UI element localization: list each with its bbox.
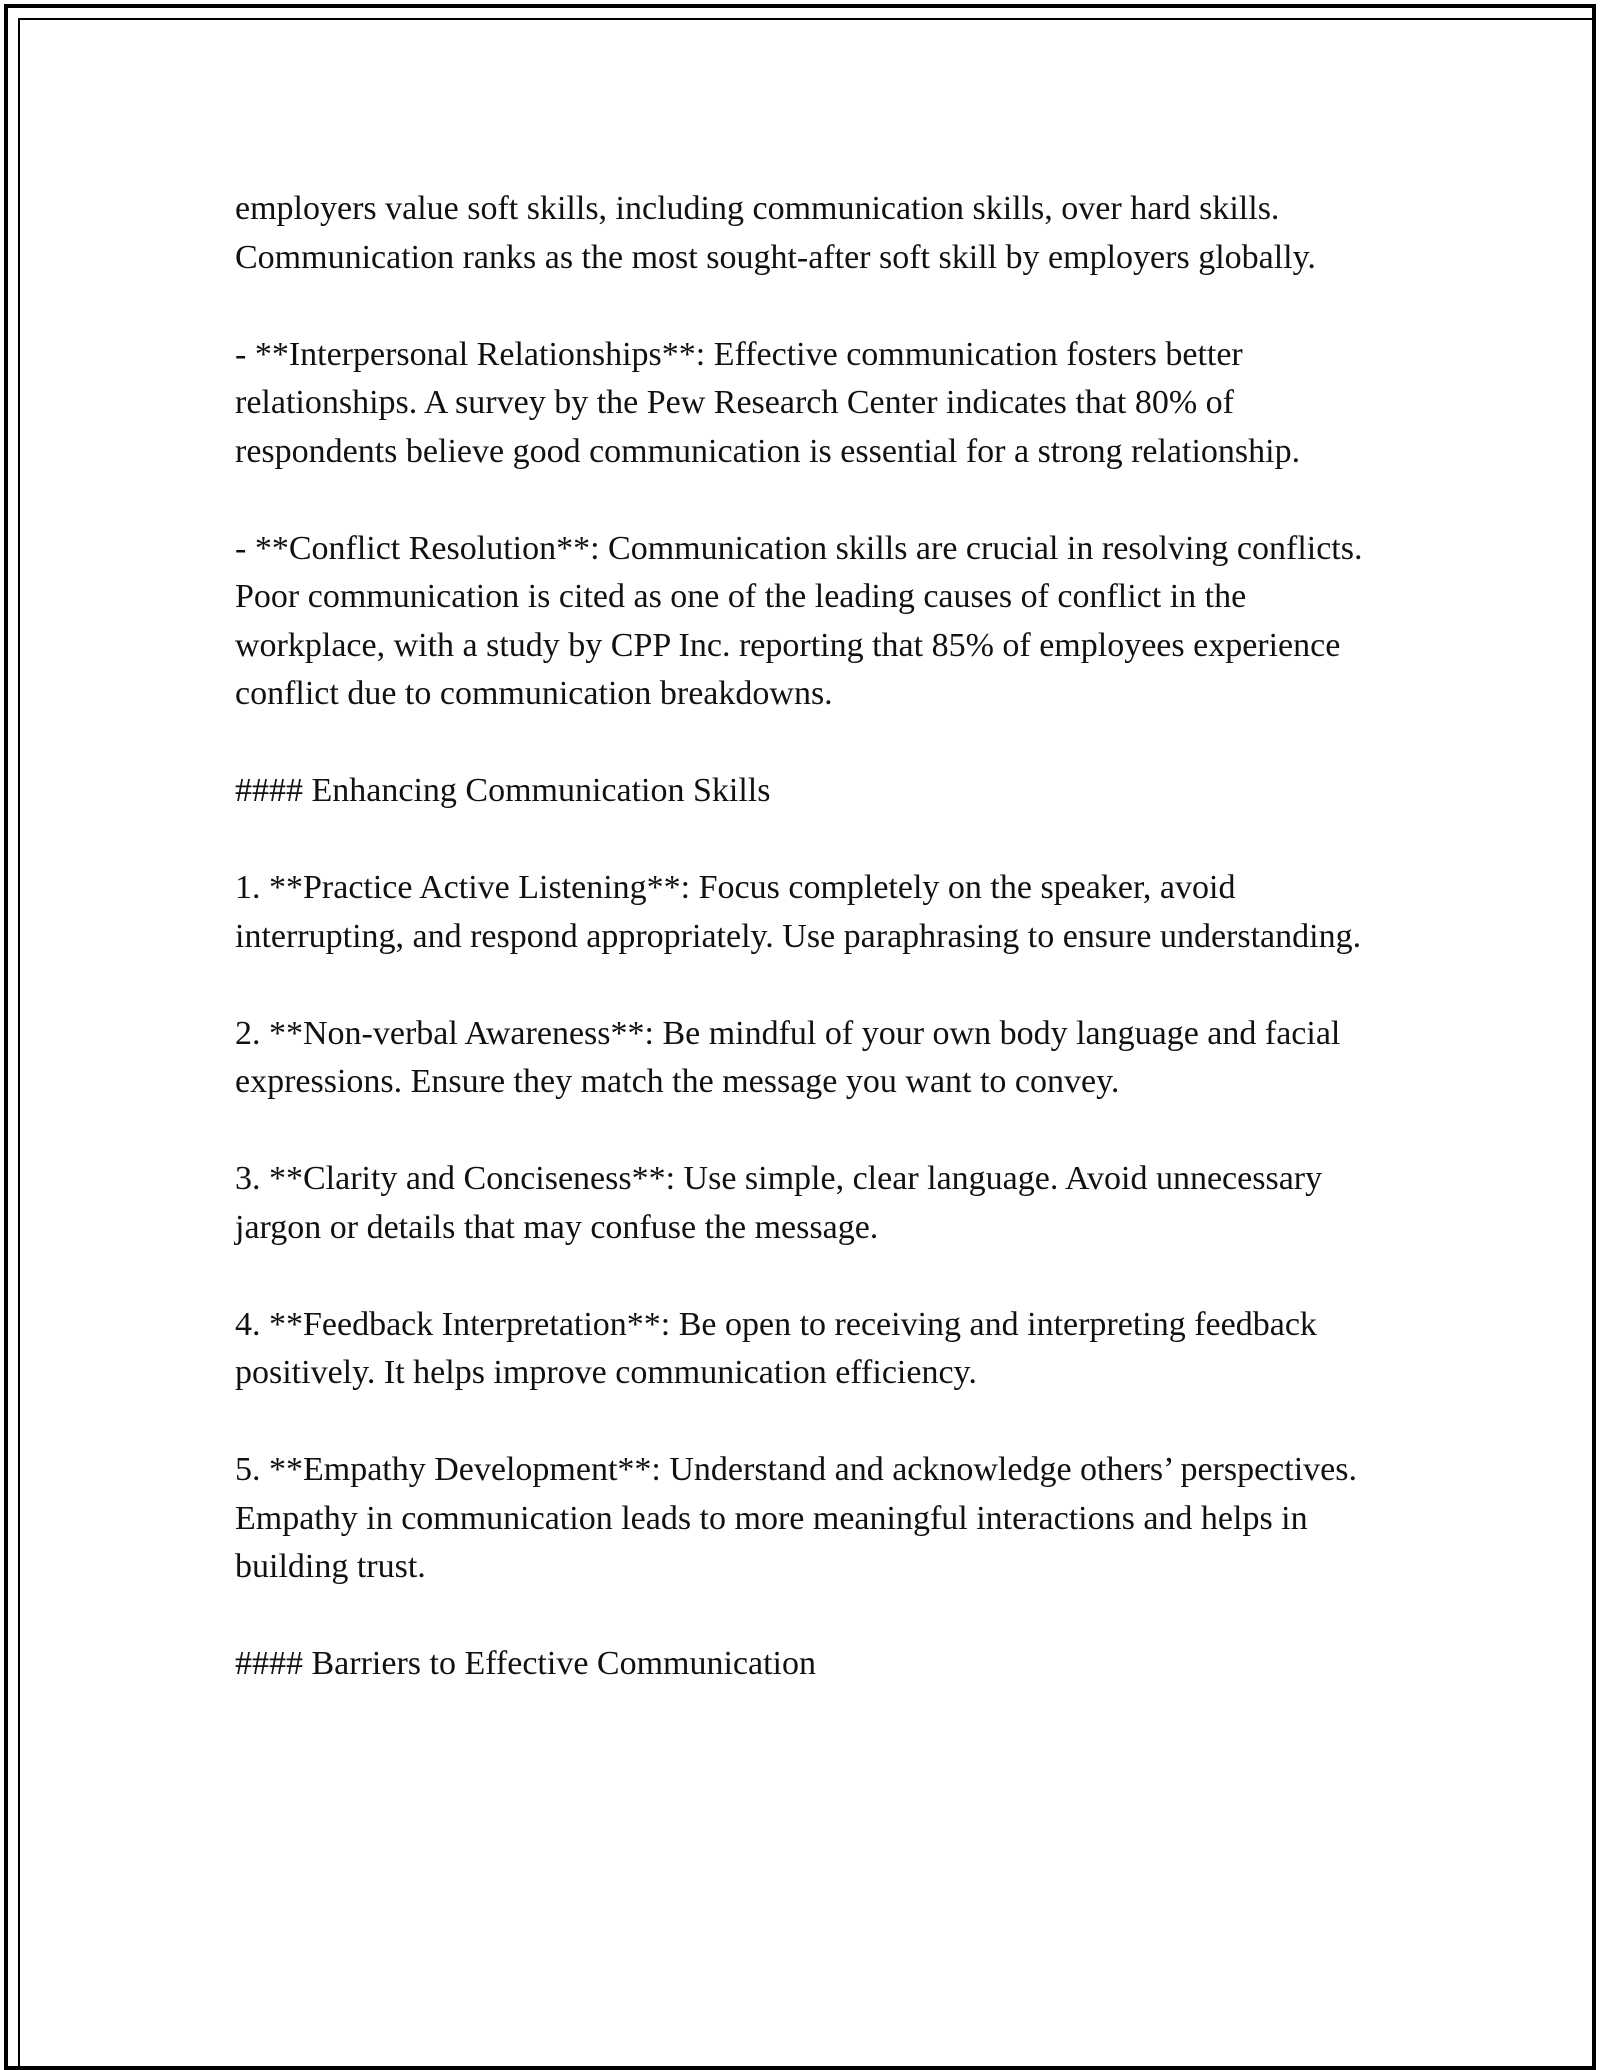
document-body [235,185,1385,1689]
heading-barriers-to-communication: #### Barriers to Effective Communication [235,1645,817,1682]
list-item-active-listening: 1. **Practice Active Listening**: Focus completely on the speaker, avoid interrupting, and respond appropriately. Use paraphrasing to ensure understanding. [235,869,1362,955]
heading-enhancing-communication-skills: #### Enhancing Communication Skills [235,772,771,809]
paragraph-interpersonal-relationships: - **Interpersonal Relationships**: Effective communication fosters better relationships. A survey by the Pew Research Center indicates that 80% of respondents believe good communication is essential for a strong relationship. [235,335,1301,470]
list-item-feedback-interpretation: 4. **Feedback Interpretation**: Be open to receiving and interpreting feedback positively. It helps improve communication efficiency. [235,1305,1317,1391]
list-item-empathy-development: 5. **Empathy Development**: Understand and acknowledge others’ perspectives. Empathy in communication leads to more meaningful interactions and helps in building trust. [235,1451,1357,1585]
paragraph-soft-skills-intro: employers value soft skills, including communication skills, over hard skills. Communication ranks as the most sought-after soft skill by employers globally. [235,190,1316,276]
list-item-non-verbal-awareness: 2. **Non-verbal Awareness**: Be mindful of your own body language and facial expressions. Ensure they match the message you want to convey. [235,1014,1341,1100]
list-item-clarity-conciseness: 3. **Clarity and Conciseness**: Use simple, clear language. Avoid unnecessary jargon or details that may confuse the message. [235,1160,1323,1246]
paragraph-conflict-resolution: - **Conflict Resolution**: Communication skills are crucial in resolving conflicts. Poor communication is cited as one of the leading causes of conflict in the workplace, with a study by CPP Inc. reporting that 85% of employees experience conflict due to communication breakdowns. [235,529,1363,712]
